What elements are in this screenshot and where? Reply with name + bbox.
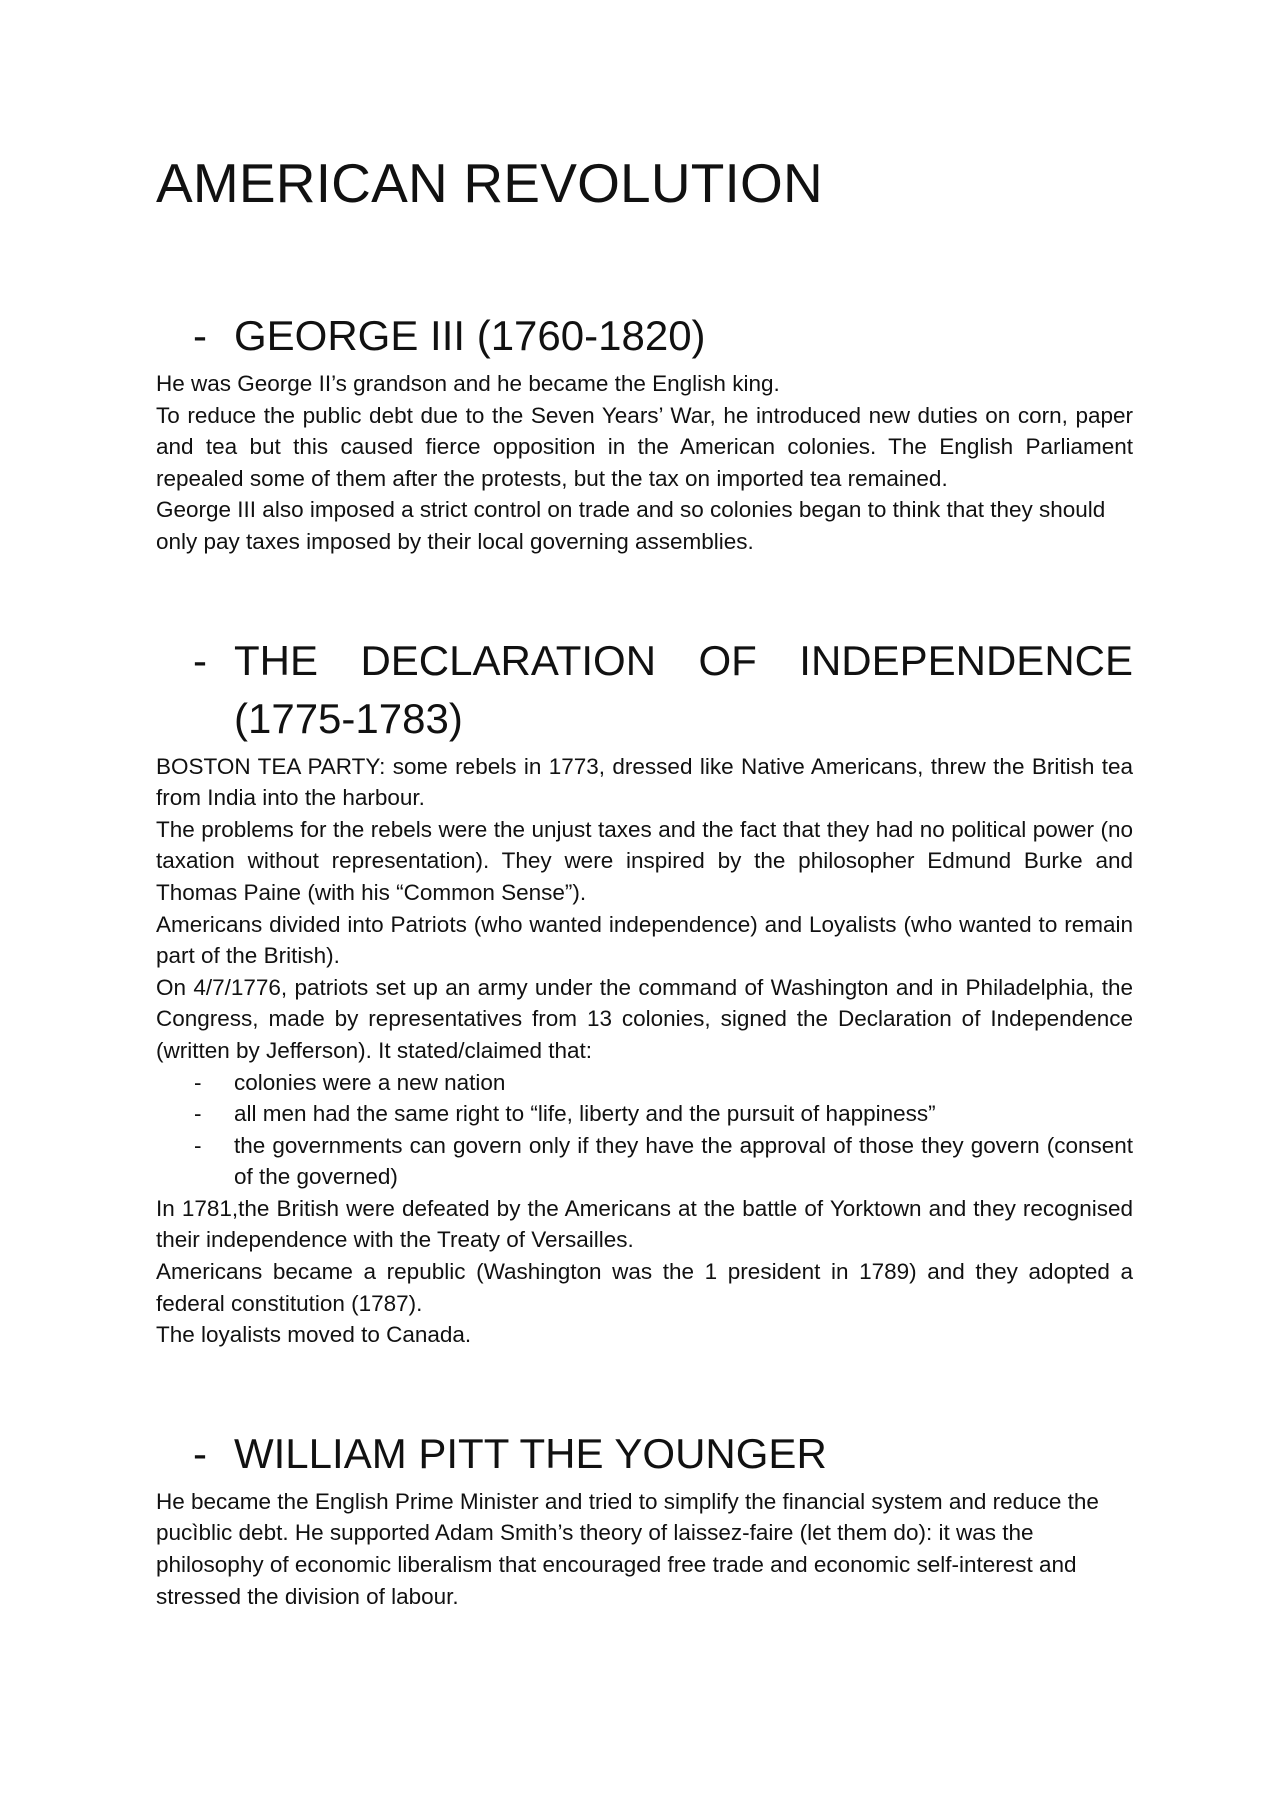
section-heading-text: WILLIAM PITT THE YOUNGER <box>234 1429 827 1477</box>
heading-dash: - <box>193 1429 207 1477</box>
paragraph: The loyalists moved to Canada. <box>156 1322 472 1348</box>
list-item <box>156 1067 1133 1099</box>
paragraph: In 1781,the British were defeated by the Americans at the battle of Yorktown and they recognised their independence with the Treaty of Versailles. <box>156 1195 1133 1253</box>
list-dash: - <box>194 1069 202 1095</box>
section-heading <box>156 1425 1133 1483</box>
section-heading <box>156 307 1133 365</box>
paragraph: Americans divided into Patriots (who wanted independence) and Loyalists (who wanted to remain part of the British). <box>156 911 1133 969</box>
section-george-iii <box>156 307 1133 558</box>
list-dash: - <box>194 1101 202 1127</box>
claims-list <box>156 1067 1133 1193</box>
list-dash: - <box>194 1132 202 1158</box>
list-item <box>156 1098 1133 1130</box>
paragraph: To reduce the public debt due to the Seven Years’ War, he introduced new duties on corn, paper and tea but this caused fierce opposition in the American colonies. The English Parliament repealed some of them after the protests, but the tax on imported tea remained. <box>156 402 1133 491</box>
paragraph: Americans became a republic (Washington was the 1 president in 1789) and they adopted a federal constitution (1787). <box>156 1259 1133 1316</box>
list-item-text: the governments can govern only if they have the approval of those they govern (consent of the governed) <box>234 1132 1133 1190</box>
paragraph: On 4/7/1776, patriots set up an army under the command of Washington and in Philadelphia, the Congress, made by representatives from 13 colonies, signed the Declaration of Independence (written by Jefferson). It stated/claimed that: <box>156 974 1133 1063</box>
list-item-text: all men had the same right to “life, liberty and the pursuit of happiness” <box>234 1101 936 1127</box>
section-heading <box>156 632 1133 748</box>
document-title: AMERICAN REVOLUTION <box>156 152 823 214</box>
list-item <box>156 1130 1133 1193</box>
heading-dash: - <box>193 312 207 359</box>
paragraph: BOSTON TEA PARTY: some rebels in 1773, dressed like Native Americans, threw the British tea from India into the harbour. <box>156 753 1133 811</box>
paragraph: The problems for the rebels were the unjust taxes and the fact that they had no political power (no taxation without representation). They were inspired by the philosopher Edmund Burke and Thomas Paine (with his “Common Sense”). <box>156 816 1133 905</box>
section-declaration-of-independence <box>156 632 1133 1351</box>
section-heading-text: THE DECLARATION OF INDEPENDENCE (1775-1783) <box>234 636 1133 742</box>
section-william-pitt <box>156 1425 1133 1612</box>
heading-dash: - <box>193 636 207 684</box>
paragraph: He became the English Prime Minister and tried to simplify the financial system and reduce the pucìblic debt. He supported Adam Smith’s theory of laissez-faire (let them do): it was the philosophy of economic liberalism that encouraged free trade and economic self-interest and stressed the division of labour. <box>156 1488 1099 1609</box>
paragraph: He was George II’s grandson and he became the English king. <box>156 371 780 396</box>
paragraph: George III also imposed a strict control on trade and so colonies began to think that they should only pay taxes imposed by their local governing assemblies. <box>156 497 1106 554</box>
section-heading-text: GEORGE III (1760-1820) <box>234 312 706 359</box>
list-item-text: colonies were a new nation <box>234 1069 506 1095</box>
